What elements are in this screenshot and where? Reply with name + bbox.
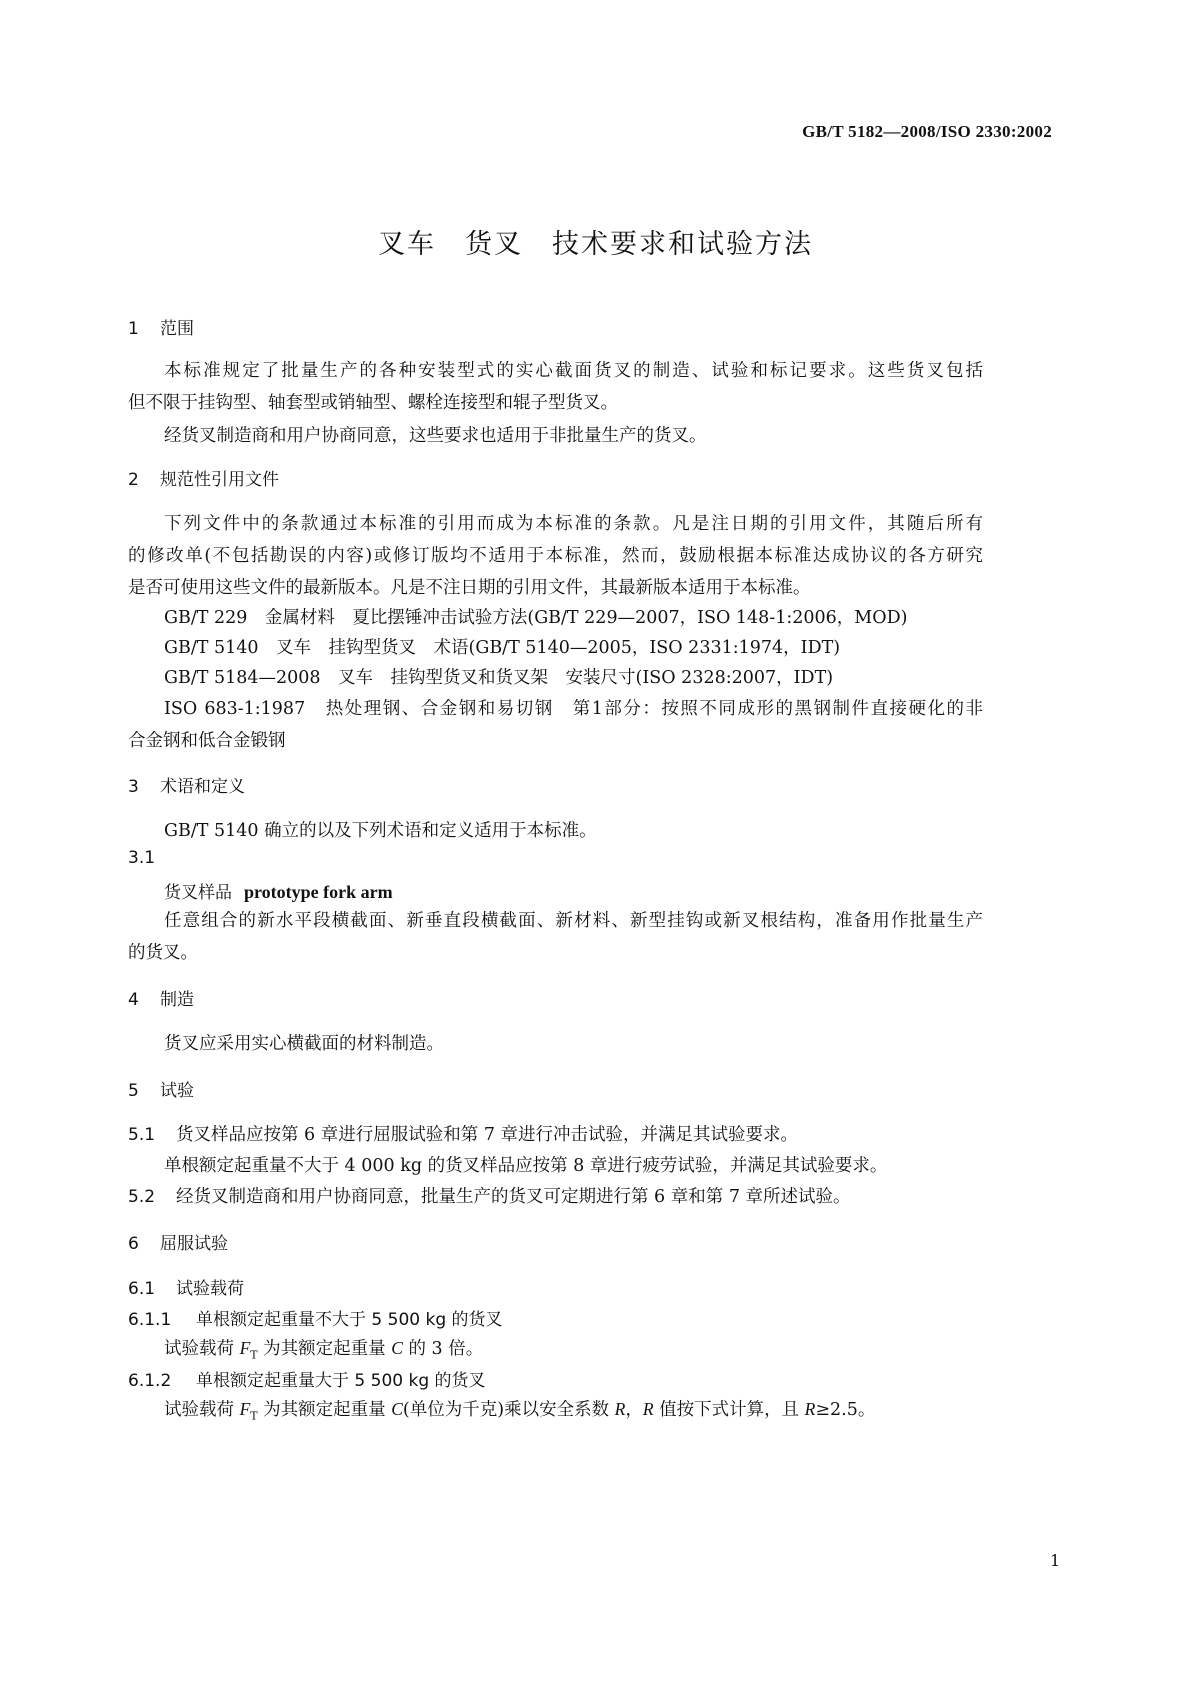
document-title: 叉车 货叉 技术要求和试验方法 <box>378 229 813 260</box>
clause-6-1-2-text: 试验载荷 $F_T$ 为其额定起重量 C(单位为千克)乘以安全系数 R，R 值按下式计算，且 R≥2.5。 <box>164 1399 876 1423</box>
section-1-para-1: 本标准规定了批量生产的各种安装型式的实心截面货叉的制造、试验和标记要求。这些货叉包括 <box>164 361 983 381</box>
section-1-para-2: 经货叉制造商和用户协商同意，这些要求也适用于非批量生产的货叉。 <box>164 426 707 446</box>
page-number: 1 <box>1050 1551 1061 1570</box>
clause-6-1-1-heading: 6.1.1 单根额定起重量不大于 5 500 kg 的货叉 <box>128 1310 503 1330</box>
clause-6-1-1-text: 试验载荷 $F_T$ 为其额定起重量 C 的 3 倍。 <box>164 1338 484 1362</box>
section-5-heading: 5 试验 <box>128 1081 194 1101</box>
clause-5-1-para-2: 单根额定起重量不大于 4 000 kg 的货叉样品应按第 8 章进行疲劳试验，并满足其试验要求。 <box>164 1156 888 1176</box>
section-2-para-1-line-3: 是否可使用这些文件的最新版本。凡是不注日期的引用文件，其最新版本适用于本标准。 <box>128 578 811 598</box>
section-2-para-1: 下列文件中的条款通过本标准的引用而成为本标准的条款。凡是注日期的引用文件，其随后所有 <box>164 514 983 534</box>
clause-6-1-2-heading: 6.1.2 单根额定起重量大于 5 500 kg 的货叉 <box>128 1371 486 1391</box>
reference-item: GB/T 5140 叉车 挂钩型货叉 术语(GB/T 5140—2005，ISO 2331:1974，IDT) <box>164 638 841 658</box>
section-4-heading: 4 制造 <box>128 990 194 1010</box>
term-heading: 货叉样品 prototype fork arm <box>164 882 393 903</box>
standard-code: GB/T 5182—2008/ISO 2330:2002 <box>802 122 1052 141</box>
section-1-heading: 1 范围 <box>128 319 194 339</box>
clause-5-1: 5.1 货叉样品应按第 6 章进行屈服试验和第 7 章进行冲击试验，并满足其试验要求。 <box>128 1125 799 1145</box>
term-definition-cont: 的货叉。 <box>128 943 198 963</box>
reference-item: GB/T 5184—2008 叉车 挂钩型货叉和货叉架 安装尺寸(ISO 2328:2007，IDT) <box>164 668 834 688</box>
reference-item: GB/T 229 金属材料 夏比摆锤冲击试验方法(GB/T 229—2007，ISO 148-1:2006，MOD) <box>164 608 908 628</box>
section-6-heading: 6 屈服试验 <box>128 1234 228 1254</box>
clause-5-2: 5.2 经货叉制造商和用户协商同意，批量生产的货叉可定期进行第 6 章和第 7 章所述试验。 <box>128 1187 851 1207</box>
section-3-para-1: GB/T 5140 确立的以及下列术语和定义适用于本标准。 <box>164 821 597 841</box>
section-4-para-1: 货叉应采用实心横截面的材料制造。 <box>164 1034 444 1054</box>
reference-item-cont: 合金钢和低合金锻钢 <box>128 731 286 751</box>
section-1-para-1-cont: 但不限于挂钩型、轴套型或销轴型、螺栓连接型和辊子型货叉。 <box>128 393 618 413</box>
section-2-heading: 2 规范性引用文件 <box>128 470 279 490</box>
clause-3-1-number: 3.1 <box>128 848 156 868</box>
section-3-heading: 3 术语和定义 <box>128 777 245 797</box>
section-2-para-1-line-2: 的修改单(不包括勘误的内容)或修订版均不适用于本标准，然而，鼓励根据本标准达成协议的各方研究 <box>128 546 983 566</box>
term-definition: 任意组合的新水平段横截面、新垂直段横截面、新材料、新型挂钩或新叉根结构，准备用作批量生产 <box>164 911 983 931</box>
reference-item: ISO 683-1:1987 热处理钢、合金钢和易切钢 第1部分：按照不同成形的黑钢制件直接硬化的非 <box>164 699 983 719</box>
clause-6-1-heading: 6.1 试验载荷 <box>128 1279 244 1299</box>
